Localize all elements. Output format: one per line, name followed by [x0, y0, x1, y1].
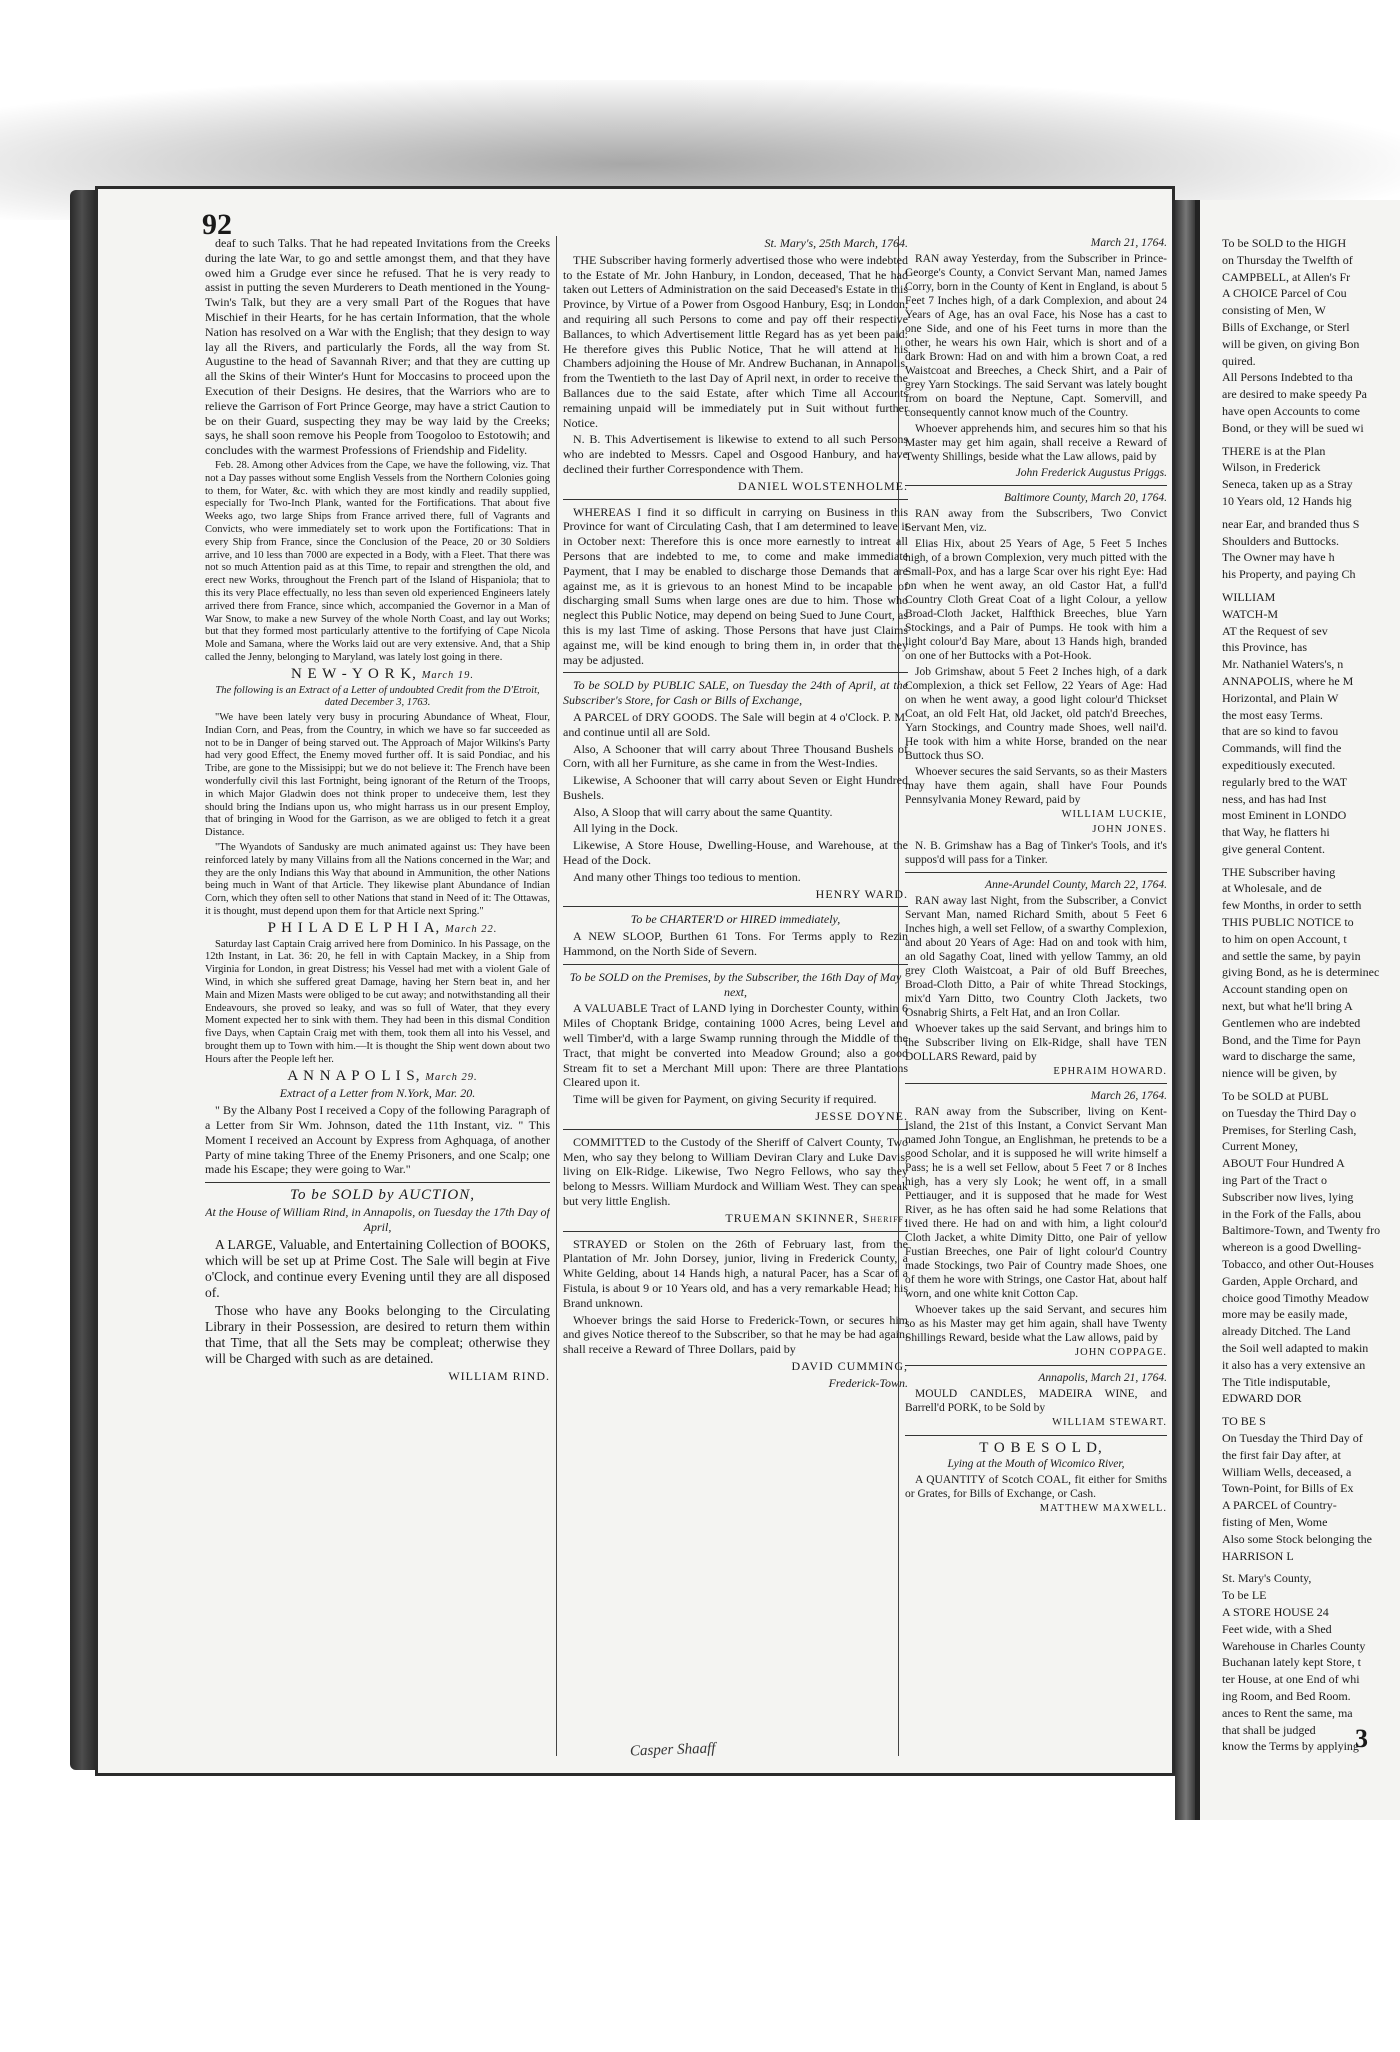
right-page-line: Horizontal, and Plain W — [1222, 690, 1339, 705]
right-page-line: expeditiously executed. — [1222, 757, 1336, 772]
right-page-line: choice good Timothy Meadow — [1222, 1290, 1369, 1305]
right-page-line: have open Accounts to come — [1222, 403, 1360, 418]
right-page-line: Bills of Exchange, or Sterl — [1222, 319, 1350, 334]
right-page-line: in the Fork of the Falls, abou — [1222, 1206, 1361, 1221]
right-page-line — [1222, 1565, 1400, 1569]
book-gutter — [1175, 200, 1197, 1820]
ad-body: Time will be given for Payment, on giving Security if required. — [573, 1092, 877, 1107]
divider — [205, 1182, 550, 1183]
right-page-line: Bond, or they will be sued wi — [1222, 420, 1364, 435]
ad-body: Whoever takes up the said Servant, and secures him so as his Master may get him again, shall have Twenty Shillings Reward, beside what the Law allows, paid by — [905, 1304, 1167, 1345]
right-page-line: The Owner may have h — [1222, 550, 1335, 565]
signature: WILLIAM LUCKIE, — [1061, 809, 1167, 820]
ad-body: Whoever apprehends him, and secures him so that his Master may get him again, shall receive a Reward of Twenty Shillings, beside what the Law allows, paid by — [905, 423, 1167, 463]
ad-body: Job Grimshaw, about 5 Feet 2 Inches high, of a dark Complexion, a thick set Fellow, 22 Years of Age: Had on when he went away, a good light colour'd Thickset Coat, an old Felt Hat, old Jacket, old patch'd Breeches, Yarn Stockings, and Country made Shoes, well nail'd. He took with him a white Horse, branded on the near Buttock thus SO. — [905, 666, 1167, 762]
divider — [905, 1365, 1167, 1366]
right-page-line: the Soil well adapted to makin — [1222, 1341, 1369, 1355]
right-page-line: fisting of Men, Wome — [1222, 1514, 1328, 1529]
right-page-line: whereon is a good Dwelling- — [1222, 1240, 1362, 1255]
right-page-line: the first fair Day after, at — [1222, 1447, 1341, 1462]
right-page-line: Also some Stock belonging the — [1222, 1531, 1372, 1546]
text-paragraph: "We have been lately very busy in procuring Abundance of Wheat, Flour, Indian Corn, and Peas, from the Country, in which we have so far succeeded as not to be in Danger of being starved out. The Approach of Major Wilkins's Party had very good Effect, the Enemy moved further off. It is said Pondiac, and his Tribe, are gone to the Missisippi; but we do not believe it: The French have been wonderfully civil this last Fortnight, being ignorant of the Return of the Troops, in which Major Gladwin does not think proper to undeceive them, lest they should bring the Indians upon us, who might harrass us in our present Employ, that of bringing in Wood for the Garrison, as we are obliged to fetch it a great Distance. — [205, 712, 550, 839]
right-page-line: on Tuesday the Third Day o — [1222, 1105, 1357, 1120]
signature: John Frederick Augustus Priggs. — [1015, 467, 1167, 479]
right-page-line: ing Part of the Tract o — [1222, 1173, 1327, 1188]
ad-body: Likewise, A Schooner that will carry about Seven or Eight Hundred Bushels. — [563, 773, 908, 802]
right-page-line: on Thursday the Twelfth of — [1222, 252, 1353, 267]
right-page-line: consisting of Men, W — [1222, 303, 1326, 318]
dateline: Anne-Arundel County, March 22, 1764. — [985, 878, 1167, 891]
right-page-line: ANNAPOLIS, where he M — [1222, 673, 1354, 688]
ad-body: Also, A Schooner that will carry about Three Thousand Bushels of Corn, with all her Furniture, as she came in from the West-Indies. — [563, 741, 908, 771]
ad-body: A QUANTITY of Scotch COAL, fit either for Smiths or Grates, for Bills of Exchange, or Cash. — [905, 1473, 1167, 1500]
right-page-line — [1222, 859, 1400, 863]
text-paragraph: Feb. 28. Among other Advices from the Cape, we have the following, viz. That not a Day passes without some English Vessels from the Northern Colonies going to them, for Water, &c. with which they are most kindly and readily supplied, especially for Two-Inch Plank, wanted for the Fortifications. That about five Weeks ago, two large Ships from France arrived there, full of Vagrants and Convicts, who were immediately set to work upon the Fortifications: That in every Ship from France, since the Conclusion of the Peace, 20 or 30 Soldiers arrive, and 10 less than 7000 are expected in a Body, with a Fleet. That there was not so much Attention paid as at this Time, to repair and strengthen the old, and erect new Works, throughout the French part of the Island of Hispaniola; that to this its very Place effectually, no less than seven old experienced Engineers lately arrived there from France, since which, accompanied the Governor in a Man of War Snow, to make a new Survey of the whole North Coast, and lay out Works; but that they formed most particularly attentive to the fortifying of Cape Nicola Mole and Samana, where the Works laid out are very extensive. And, that a Ship called the Jenny, belonging to Maryland, was lately lost going in there. — [205, 459, 550, 663]
section-heading: A N N A P O L I S, March 29. — [287, 1067, 478, 1084]
right-page-line: his Property, and paying Ch — [1222, 567, 1356, 582]
right-page-line: Feet wide, with a Shed — [1222, 1621, 1332, 1636]
divider — [563, 499, 908, 500]
divider — [905, 485, 1167, 486]
ad-heading: To be SOLD on the Premises, by the Subscriber, the 16th Day of May next, — [569, 969, 902, 999]
right-page-line: Subscriber now lives, lying — [1222, 1189, 1354, 1204]
dateline: St. Mary's, 25th March, 1764. — [764, 236, 908, 250]
right-page-line: giving Bond, as he is determinec — [1222, 965, 1380, 980]
ad-body: RAN away from the Subscribers, Two Convict Servant Men, viz. — [905, 508, 1167, 534]
right-page-column — [1222, 236, 1400, 1756]
dateline: March 21, 1764. — [1090, 237, 1167, 249]
text-paragraph: " By the Albany Post I received a Copy of the following Paragraph of a Letter from Sir Wm. Johnson, dated the 11th Instant, viz. " This Moment I received an Account by Express from Aghquaga, of another Party of mine taking Three of the Enemy Prisoners, and one Scalp; one made his Escape; they were going to War." — [205, 1103, 550, 1177]
right-page-line: THERE is at the Plan — [1222, 443, 1326, 458]
right-page-line: ter House, at one End of whi — [1222, 1672, 1360, 1687]
ad-body: Also, A Sloop that will carry about the same Quantity. — [573, 804, 833, 819]
dateline: Annapolis, March 21, 1764. — [1038, 1372, 1167, 1385]
right-page-line: Commands, will find the — [1222, 741, 1342, 756]
right-page-line: Gentlemen who are indebted — [1222, 1015, 1361, 1030]
ad-body: MOULD CANDLES, MADEIRA WINE, and Barrell'd PORK, to be Sold by — [905, 1388, 1167, 1415]
right-page-line: 10 Years old, 12 Hands hig — [1222, 493, 1352, 508]
right-page-line: All Persons Indebted to tha — [1222, 370, 1353, 385]
right-page-line: most Eminent in LONDO — [1222, 808, 1347, 823]
right-page-line: Seneca, taken up as a Stray — [1222, 477, 1353, 492]
ad-body: Whoever takes up the said Servant, and brings him to the Subscriber living on Elk-Ridge, shall have TEN DOLLARS Reward, paid by — [905, 1022, 1167, 1063]
column-2 — [563, 236, 908, 1736]
ad-body: RAN away Yesterday, from the Subscriber in Prince-George's County, a Convict Servant Man, named James Corry, born in the County of Kent in England, is about 5 Feet 7 Inches high, of a dark Complexion, and about 24 Years of Age, has an oval Face, his Nose has a cast to one Side, and one of his Feet turns in more than the other, he wears his own Hair, which is short and of a dark Brown: Had on and with him a brown Coat, a red Waistcoat and Breeches, a Check Shirt, and a Pair of grey Yarn Stockings. The said Servant was lately bought from on board the Neptune, Capt. Somervill, and consequently cannot know much of the Country. — [905, 253, 1167, 419]
right-page-line: Tobacco, and other Out-Houses — [1222, 1257, 1374, 1272]
right-page-line — [1222, 438, 1400, 442]
right-page-line: Shoulders and Buttocks. — [1222, 533, 1339, 548]
ad-heading: T O B E S O L D, — [979, 1439, 1103, 1456]
right-page-line: this Province, has — [1222, 640, 1307, 655]
right-page-line: Wilson, in Frederick — [1222, 460, 1321, 475]
right-page-line: Town-Point, for Bills of Ex — [1222, 1481, 1354, 1496]
right-page-line: A STORE HOUSE 24 — [1222, 1604, 1329, 1619]
right-page-line: quired. — [1222, 353, 1256, 368]
right-page-line: Warehouse in Charles County — [1222, 1638, 1366, 1653]
ad-body: Those who have any Books belonging to the Circulating Library in their Possession, are desired to return them within that Time, that all the Sets may be compleat; otherwise they will be Charged with such as are detained. — [205, 1302, 550, 1366]
ad-body: THE Subscriber having formerly advertised those who were indebted to the Estate of Mr. John Hanbury, in London, deceased, That he had taken out Letters of Administration on the said Deceased's Estate in this Province, by Virtue of a Power from Osgood Hanbury, Esq; in London, and requiring all such Persons to come and pay off their respective Ballances, to which Advertisement little Regard has as yet been paid: He therefore gives this Public Notice, That he will attend at his Chambers adjoining the House of Mr. Andrew Buchanan, in Annapolis, from the Twentieth to the last Day of April next, in order to receive the Ballances due to the said Estate, after which Time all Accounts remaining unpaid will be immediately put in Suit without further Notice. — [563, 252, 908, 430]
ad-body: A PARCEL of DRY GOODS. The Sale will begin at 4 o'Clock. P. M. and continue until all are Sold. — [563, 709, 908, 739]
right-page-line: A CHOICE Parcel of Cou — [1222, 286, 1347, 301]
right-page-line — [1222, 584, 1400, 588]
ad-subheading: Lying at the Mouth of Wicomico River, — [947, 1457, 1125, 1470]
ad-body: Whoever secures the said Servants, so as their Masters may have them again, shall have Four Pounds Pennsylvania Money Reward, paid by — [905, 766, 1167, 806]
right-page-line — [1222, 511, 1400, 515]
handwritten-signature: Casper Shaaff — [629, 1740, 716, 1760]
right-page-line: know the Terms by applying — [1222, 1739, 1359, 1754]
signature: JOHN COPPAGE. — [1075, 1347, 1167, 1359]
right-page-line: TO BE S — [1222, 1414, 1266, 1429]
right-page-line: Garden, Apple Orchard, and — [1222, 1273, 1358, 1288]
right-page-line: Account standing open on — [1222, 982, 1348, 997]
divider — [563, 906, 908, 907]
right-page-line: next, but what he'll bring A — [1222, 999, 1353, 1014]
ad-body: N. B. This Advertisement is likewise to extend to all such Persons who are indebted to Messrs. Capel and Osgood Hanbury, and have declined their further Correspondence with Them. — [563, 432, 908, 476]
right-page-number: 3 — [1355, 1724, 1368, 1753]
right-page-line: few Months, in order to setth — [1222, 898, 1362, 913]
right-page-line: more may be easily made, — [1222, 1307, 1348, 1322]
right-page-line: Mr. Nathaniel Waters's, n — [1222, 657, 1344, 672]
ad-body: A VALUABLE Tract of LAND lying in Dorchester County, within 6 Miles of Choptank Bridge, containing 1000 Acres, being Level and well Timber'd, with a large Swamp running through the Middle of the Tract, that might be converted into Meadow Ground; also a good Stream fit to set a Merchant Mill upon: There are three Plantations Cleared upon it. — [563, 1001, 908, 1090]
signature: JOHN JONES. — [1092, 823, 1167, 835]
right-page-line — [1222, 1408, 1400, 1412]
text-paragraph: deaf to such Talks. That he had repeated Invitations from the Creeks during the late War, to go and settle amongst them, and that they have owed him a Grudge ever since he refused. That he is very ready to assist in putting the seven Murderers to Death mentioned in the Young-Twin's Talk, but they are a very small Part of the Rogues that have Mischief in their Hearts, for he has certain Information, that the whole Nation has resolved on a War with the English; that they design to way lay all the Rivers, and particularly the Fords, all the way from St. Augustine to the head of Savannah River; and that they are cutting up all the Skins of their Winter's Hunt for Moccasins to proceed upon the Execution of their Designs. He desires, that the Warriors who are to relieve the Garrison of Fort Prince George, may have a strict Caution to be on their Guard, suspecting they may be way laid by the Creeks; says, he shall soon remove his People from Toogoloo to Estotowih; and concludes with the warmest Professions of Friendship and Fidelity. — [205, 236, 550, 458]
ad-body: And many other Things too tedious to mention. — [573, 869, 801, 884]
divider — [563, 1231, 908, 1232]
signature: WILLIAM RIND. — [448, 1368, 550, 1383]
right-page-line: To be SOLD at PUBL — [1222, 1089, 1329, 1104]
signature: DAVID CUMMING, — [791, 1358, 908, 1373]
right-page-line: THE Subscriber having — [1222, 864, 1336, 879]
signature-place: Frederick-Town. — [828, 1375, 908, 1390]
ad-subheading: At the House of William Rind, in Annapolis, on Tuesday the 17th Day of April, — [205, 1204, 550, 1234]
right-page-line: that shall be judged — [1222, 1722, 1316, 1737]
right-page-line: nience will be given, by — [1222, 1066, 1337, 1081]
divider — [905, 1435, 1167, 1436]
right-page-line — [1222, 1083, 1400, 1087]
right-page-line: that Way, he flatters hi — [1222, 825, 1330, 840]
right-page-line: are desired to make speedy Pa — [1222, 387, 1367, 402]
right-page-line: near Ear, and branded thus S — [1222, 516, 1360, 531]
right-page-line: at Wholesale, and de — [1222, 881, 1322, 896]
right-page-line: that are so kind to favou — [1222, 724, 1339, 739]
section-heading: N E W - Y O R K, March 19. — [290, 665, 475, 682]
divider — [905, 1083, 1167, 1084]
right-page-line: ward to discharge the same, — [1222, 1049, 1356, 1064]
right-page-line: Bond, and the Time for Payn — [1222, 1032, 1361, 1047]
right-page-line: ing Room, and Bed Room. — [1222, 1688, 1351, 1703]
right-page-line: Baltimore-Town, and Twenty fro — [1222, 1223, 1381, 1238]
right-page-line: ances to Rent the same, ma — [1222, 1705, 1353, 1720]
text-paragraph: Saturday last Captain Craig arrived here from Dominico. In his Passage, on the 12th Instant, in Lat. 36: 20, he fell in with Captain Mackey, in a Ship from Virginia for London, in great Distress; his Vessel had met with a violent Gale of Wind, in which she suffered great Damage, having her Stern beat in, and her Main and Mizen Masts were obliged to be cut away; and notwithstanding all their Endeavours, she proved so leaky, and was so full of Water, that they every Moment expected her to sink with them. They had been in this dismal Condition five Days, when Captain Craig met with them, took them all into his Vessel, and brought them up to Town with him.—It is thought the Ship went down about two Hours after the People left her. — [205, 938, 550, 1065]
divider — [905, 872, 1167, 873]
right-page-line: William Wells, deceased, a — [1222, 1464, 1352, 1479]
ad-heading: To be SOLD by PUBLIC SALE, on Tuesday the 24th of April, at the Subscriber's Store, for Cash or Bills of Exchange, — [563, 678, 908, 708]
section-heading: P H I L A D E L P H I A, March 22. — [267, 919, 498, 936]
right-page-line: St. Mary's County, — [1222, 1571, 1312, 1586]
right-page-line: it also has a very extensive an — [1222, 1357, 1366, 1372]
ad-body: A LARGE, Valuable, and Entertaining Collection of BOOKS, which will be set up at Prime Cost. The Sale will begin at Five o'Clock, and continue every Evening until they are all disposed of. — [205, 1236, 550, 1300]
column-3 — [905, 236, 1167, 1746]
dateline: March 26, 1764. — [1090, 1090, 1167, 1103]
signature: EPHRAIM HOWARD. — [1053, 1065, 1167, 1077]
ad-body: Likewise, A Store House, Dwelling-House, and Warehouse, at the Head of the Dock. — [563, 838, 908, 868]
ad-heading: To be SOLD by AUCTION, — [290, 1187, 475, 1204]
right-page-line: CAMPBELL, at Allen's Fr — [1222, 269, 1351, 284]
divider — [563, 964, 908, 965]
right-page-line: HARRISON L — [1222, 1548, 1294, 1563]
extract-intro: The following is an Extract of a Letter of undoubted Credit from the D'Etroit, dated December 3, 1763. — [215, 684, 540, 709]
right-page-line: to him on open Account, t — [1222, 931, 1347, 946]
ad-body: N. B. Grimshaw has a Bag of Tinker's Tools, and it's suppos'd will pass for a Tinker. — [905, 839, 1167, 866]
right-page-line: The Title indisputable, — [1222, 1374, 1331, 1389]
right-page-line: To be LE — [1222, 1588, 1267, 1603]
right-page-line: WATCH-M — [1222, 606, 1278, 621]
signature: HENRY WARD. — [815, 886, 908, 901]
column-divider — [556, 236, 557, 1756]
dateline: Baltimore County, March 20, 1764. — [1003, 492, 1167, 504]
signature: DANIEL WOLSTENHOLME. — [738, 478, 908, 493]
signature: MATTHEW MAXWELL. — [1039, 1502, 1167, 1514]
right-page-line: A PARCEL of Country- — [1222, 1498, 1337, 1513]
right-page-line: ness, and has had Inst — [1222, 791, 1327, 806]
ad-body: COMMITTED to the Custody of the Sheriff of Calvert County, Two Men, who say they belong to William Deviran Clary and Luke Davis, living on Elk-Ridge. Likewise, Two Negro Fellows, who say they belong to Messrs. William Murdock and William West. They can speak but very little English. — [563, 1134, 908, 1209]
ad-body: RAN away last Night, from the Subscriber, a Convict Servant Man, named Richard Smith, about 5 Feet 6 Inches high, a well set Fellow, of a swarthy Complexion, and about 20 Years of Age: Had on and took with him, an old Sagathy Coat, lined with yellow Tammy, an old grey Cloth Waistcoat, a Pair of old Buff Breeches, Broad-Cloth Ditto, a Pair of white Thread Stockings, mix'd Yarn Ditto, two Country Cloth Jackets, two Osnabrig Shirts, a Felt Hat, and an Iron Collar. — [905, 894, 1167, 1019]
ad-body: STRAYED or Stolen on the 26th of February last, from the Plantation of Mr. John Dorsey, junior, living in Frederick County, a White Gelding, about 14 Hands high, a natural Pacer, has a Scar of a Fistula, is about 9 or 10 Years old, and has a very remarkable Head; his Brand unknown. — [563, 1236, 908, 1310]
extract-intro: Extract of a Letter from N.York, Mar. 20. — [279, 1086, 476, 1101]
right-page-line: and settle the same, by payin — [1222, 948, 1361, 963]
right-page-line: WILLIAM — [1222, 589, 1276, 604]
right-page-line: already Ditched. The Land — [1222, 1324, 1351, 1339]
right-page-line: regularly bred to the WAT — [1222, 774, 1348, 789]
signature: WILLIAM STEWART. — [1052, 1417, 1167, 1429]
right-page-line: EDWARD DOR — [1222, 1391, 1302, 1406]
right-page-line: will be given, on giving Bon — [1222, 336, 1360, 351]
right-page-line: AT the Request of sev — [1222, 623, 1328, 638]
right-page-line: give general Content. — [1222, 841, 1325, 856]
ad-body: A NEW SLOOP, Burthen 61 Tons. For Terms apply to Rezin Hammond, on the North Side of Severn. — [563, 929, 908, 959]
right-page-line: Buchanan lately kept Store, t — [1222, 1655, 1361, 1670]
right-page-line: Premises, for Sterling Cash, — [1222, 1122, 1357, 1137]
ad-body: WHEREAS I find it so difficult in carrying on Business in this Province for want of Circulating Cash, that I am determined to leave it in October next: Therefore this is once more earnestly to intreat all Persons that are indebted to me, to come and make immediate Payment, that I may be enabled to discharge those Demands that are against me, as it is grievous to an honest Mind to be incapable of discharging small Sums when large ones are due to him. Those who neglect this Public Notice, may depend on being Sued to June Court, as this is my last Time of asking. Those Persons that have just Claims against me, will be kind enough to bring them in, in order that they may be adjusted. — [563, 504, 908, 667]
divider — [563, 672, 908, 673]
column-1 — [205, 236, 550, 1746]
right-page-line: THIS PUBLIC NOTICE to — [1222, 915, 1354, 930]
signature: TRUEMAN SKINNER, Sheriff. — [725, 1210, 908, 1225]
ad-body: Elias Hix, about 25 Years of Age, 5 Feet 5 Inches high, of a brown Complexion, very much pitted with the Small-Pox, and has a large Scar over his right Eye: Had on when he went away, an old Castor Hat, a full'd Country Cloth Great Coat of a light Colour, a yellow Broad-Cloth Jacket, Halfthick Breeches, blue Yarn Stockings, and a Pair of Pumps. He took with him a light colour'd Bay Mare, about 13 Hands high, branded on one of her Buttocks with a Pot-Hook. — [905, 538, 1167, 662]
signature: JESSE DOYNE. — [815, 1109, 908, 1124]
right-page-line: To be SOLD to the HIGH — [1222, 236, 1347, 250]
ad-body: All lying in the Dock. — [573, 821, 678, 836]
right-page-line: ABOUT Four Hundred A — [1222, 1156, 1345, 1171]
ad-heading: To be CHARTER'D or HIRED immediately, — [630, 912, 841, 927]
ad-body: Whoever brings the said Horse to Frederick-Town, or secures him and gives Notice thereof to the Subscriber, so that he may be had again, shall receive a Reward of Three Dollars, paid by — [563, 1312, 908, 1357]
divider — [563, 1129, 908, 1130]
right-page-line: On Tuesday the Third Day of — [1222, 1430, 1363, 1445]
ad-body: RAN away from the Subscriber, living on Kent-Island, the 21st of this Instant, a Convict Servant Man named John Tongue, an Englishman, he pretends to be a good Scholar, and it is supposed he will write himself a Pass; he is a well set Fellow, about 5 Feet 7 or 8 Inches high, has a very sly Look; he went off, in a small Pettiauger, and it is supposed that he made for West River, as he has often said he had some Relations that lived there. He had on and with him, a light colour'd Cloth Jacket, a white Dimity Ditto, one Pair of yellow Fustian Breeches, one Pair of light colour'd Country made Stockings, two Pair of Country made Shoes, one of them he wore with Strings, one Castor Hat, about half worn, and one white knit Cotton Cap. — [905, 1106, 1167, 1301]
text-paragraph: "The Wyandots of Sandusky are much animated against us: They have been reinforced lately by many Villains from all the Nations concerned in the War; and they are the only Indians this Way that abound in Ammunition, the other Nations being much in Want of that Article. They likewise plant Abundance of Indian Corn, which they often sell to other Nations that stand in Need of it: The Ottawas, it is thought, must depend upon them for that Article next Spring." — [205, 842, 550, 918]
right-page-line: Current Money, — [1222, 1139, 1298, 1154]
page-number: 92 — [202, 208, 232, 241]
right-page-line: the most easy Terms. — [1222, 707, 1323, 722]
